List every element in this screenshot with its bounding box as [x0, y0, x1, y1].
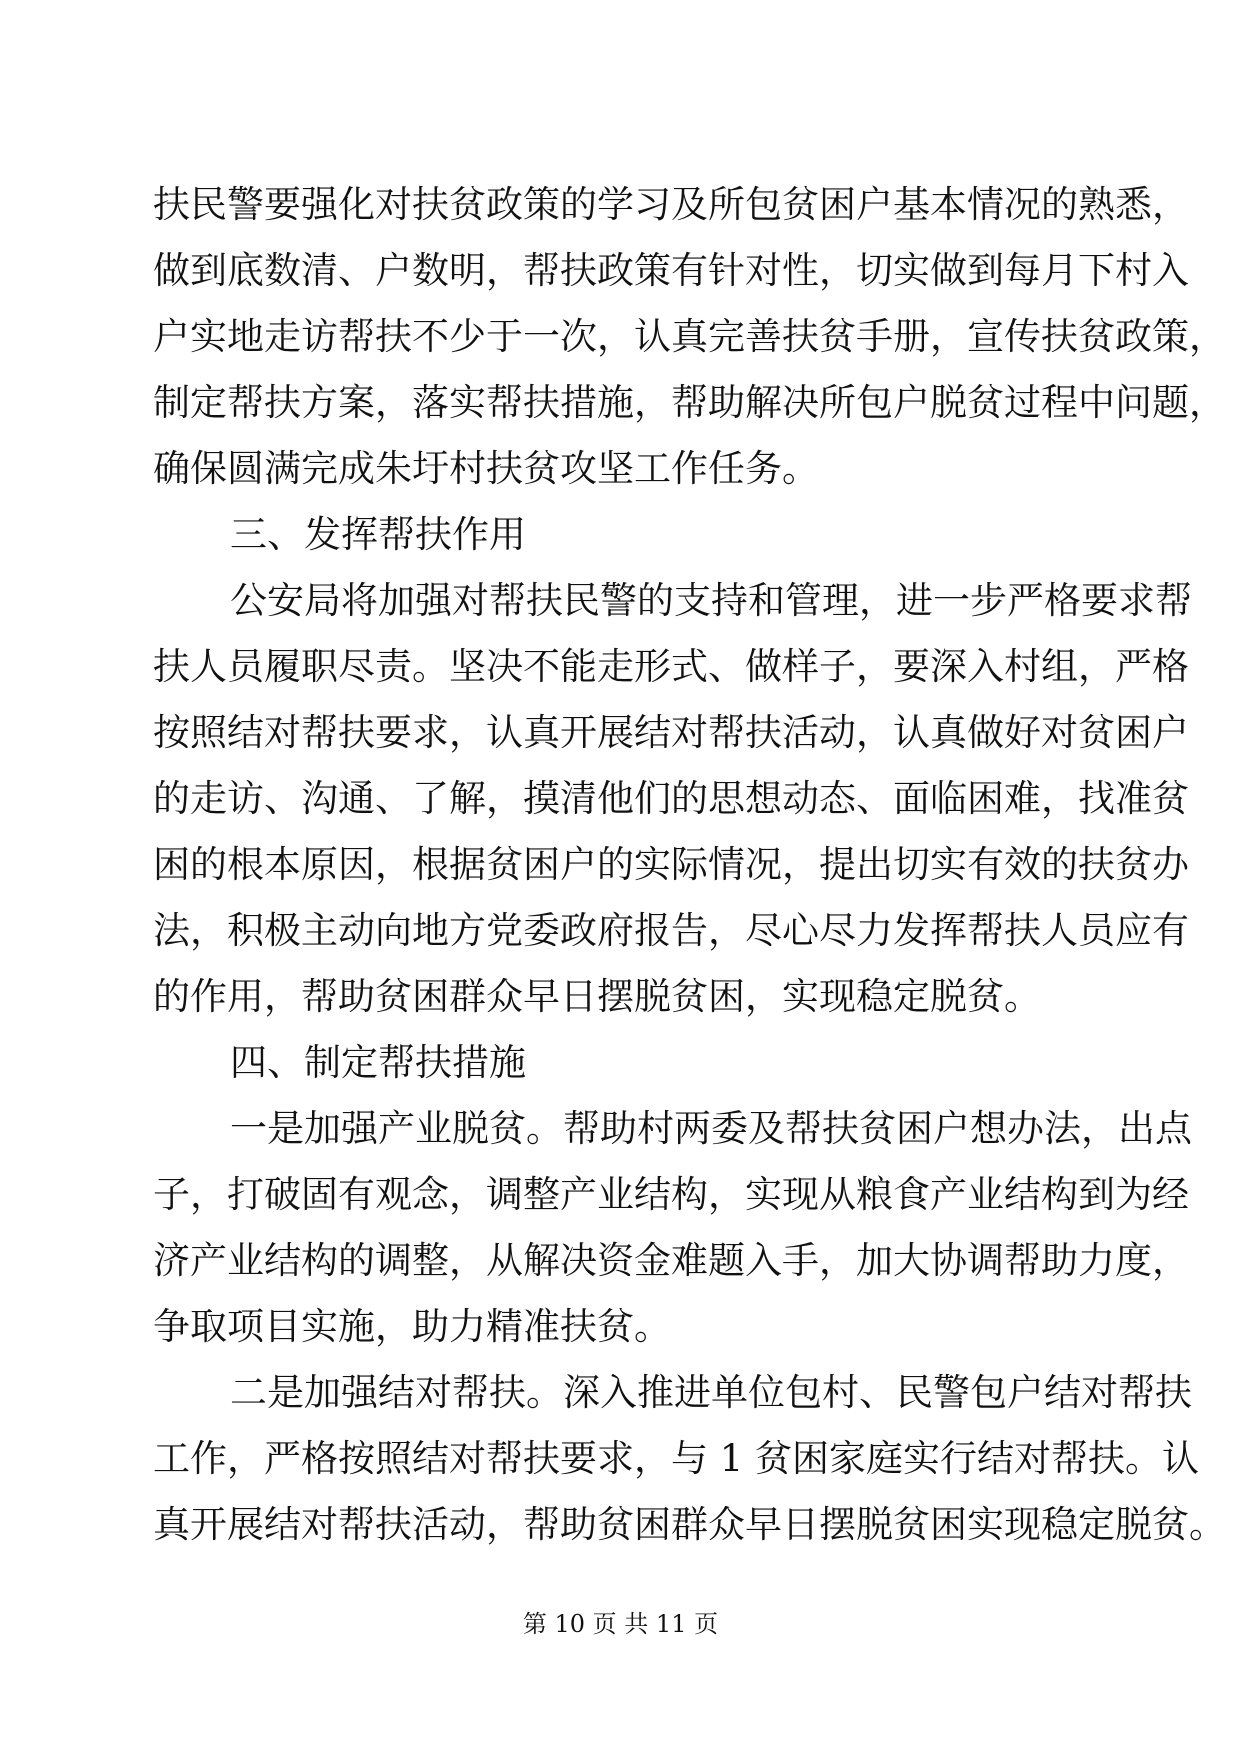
- line-text: 做到底数清、户数明，帮扶政策有针对性，切实做到每月下村入: [153, 249, 1189, 292]
- text-line: [0, 1228, 1241, 1294]
- text-line: [0, 964, 1241, 1030]
- line-text: 二是加强结对帮扶。深入推进单位包村、民警包户结对帮扶: [230, 1371, 1192, 1414]
- text-line: [0, 568, 1241, 634]
- text-line: [0, 1492, 1241, 1558]
- line-text: 户实地走访帮扶不少于一次，认真完善扶贫手册，宣传扶贫政策，: [153, 315, 1226, 358]
- page-number-footer: 第 10 页 共 11 页: [522, 1610, 719, 1638]
- line-text: 子，打破固有观念，调整产业结构，实现从粮食产业结构到为经: [153, 1173, 1189, 1216]
- text-line: [0, 766, 1241, 832]
- line-text: 真开展结对帮扶活动，帮助贫困群众早日摆脱贫困实现稳定脱贫。: [153, 1503, 1226, 1546]
- text-line: [0, 304, 1241, 370]
- text-line: [0, 1096, 1241, 1162]
- line-text: 法，积极主动向地方党委政府报告，尽心尽力发挥帮扶人员应有: [153, 909, 1189, 952]
- text-line: [0, 634, 1241, 700]
- text-line: [0, 1426, 1241, 1492]
- line-text: 公安局将加强对帮扶民警的支持和管理，进一步严格要求帮: [230, 579, 1192, 622]
- line-text: 争取项目实施，助力精准扶贫。: [153, 1305, 671, 1348]
- line-text: 的作用，帮助贫困群众早日摆脱贫困，实现稳定脱贫。: [153, 975, 1041, 1018]
- text-line: [0, 832, 1241, 898]
- text-line: [0, 238, 1241, 304]
- text-line: [0, 1360, 1241, 1426]
- line-text: 制定帮扶方案，落实帮扶措施，帮助解决所包户脱贫过程中问题，: [153, 381, 1226, 424]
- text-line: [0, 172, 1241, 238]
- text-line: [0, 898, 1241, 964]
- heading-text: 四、制定帮扶措施: [230, 1041, 526, 1084]
- line-text: 按照结对帮扶要求，认真开展结对帮扶活动，认真做好对贫困户: [153, 711, 1189, 754]
- text-line: [0, 700, 1241, 766]
- line-text: 扶人员履职尽责。坚决不能走形式、做样子，要深入村组，严格: [153, 645, 1189, 688]
- line-text: 济产业结构的调整，从解决资金难题入手，加大协调帮助力度，: [153, 1239, 1189, 1282]
- text-line: [0, 1294, 1241, 1360]
- section-heading: [0, 1030, 1241, 1096]
- heading-text: 三、发挥帮扶作用: [230, 513, 526, 556]
- text-line: [0, 1162, 1241, 1228]
- line-text: 确保圆满完成朱圩村扶贫攻坚工作任务。: [153, 447, 819, 490]
- text-line: [0, 436, 1241, 502]
- line-text: 工作，严格按照结对帮扶要求，与 1 贫困家庭实行结对帮扶。认: [153, 1437, 1200, 1480]
- line-text: 一是加强产业脱贫。帮助村两委及帮扶贫困户想办法，出点: [230, 1107, 1192, 1150]
- section-heading: [0, 502, 1241, 568]
- line-text: 的走访、沟通、了解，摸清他们的思想动态、面临困难，找准贫: [153, 777, 1189, 820]
- line-text: 困的根本原因，根据贫困户的实际情况，提出切实有效的扶贫办: [153, 843, 1189, 886]
- text-line: [0, 370, 1241, 436]
- line-text: 扶民警要强化对扶贫政策的学习及所包贫困户基本情况的熟悉，: [153, 183, 1189, 226]
